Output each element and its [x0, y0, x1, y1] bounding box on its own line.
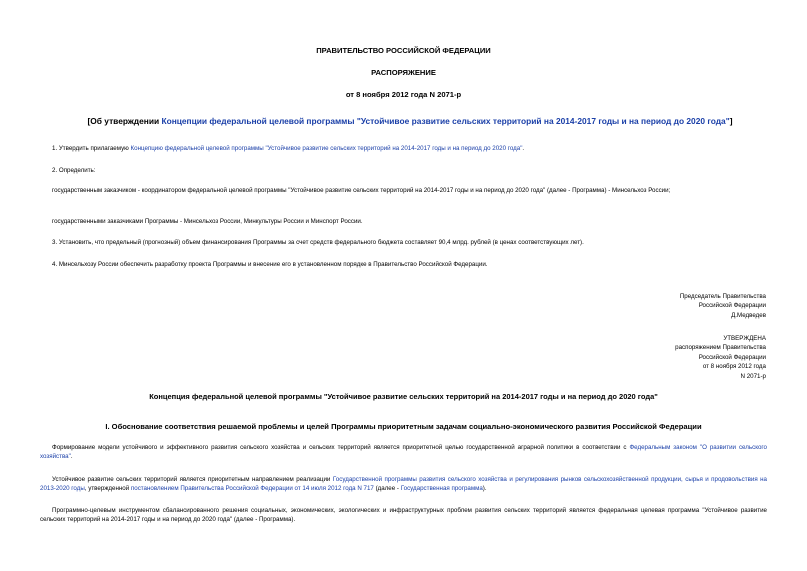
signature-name: Д.Медведев: [731, 311, 766, 319]
concept-paragraph-2: [40, 476, 767, 493]
item-3: 3. Установить, что предельный (прогнозный) объем финансирования Программы за счет средств федерального бюджета составляет 90,4 млрд. рублей (в ценах соответствующих лет).: [52, 239, 584, 246]
state-program-link[interactable]: Государственной программы развития сельского хозяйства и регулирования рынков сельскохозяйственной продукции, сырья и продовольствия на 2013-2020 годы: [40, 476, 767, 492]
federal-law-link[interactable]: Федеральным законом "О развитии сельского хозяйства": [40, 444, 767, 460]
item-2b: государственными заказчиками Программы - Минсельхоз России, Минкультуры России и Минспорт России.: [52, 218, 363, 225]
item-2: 2. Определить:: [52, 167, 96, 174]
concept-paragraph-3: Программно-целевым инструментом сбалансированного решения социальных, экономических, экологических и инфраструктурных проблем развития сельских территорий является федеральная целевая программа "Устойчивое развитие сельских территорий на 2014-2017 годы и на период до 2020 года" (далее - Программа).: [40, 507, 767, 523]
concept-paragraph-2-text-b: , утвержденной: [84, 484, 131, 492]
concept-paragraph-1: [40, 444, 767, 461]
concept-paragraph-2-text-a: Устойчивое развитие сельских территорий является приоритетным направлением реализации: [52, 476, 333, 483]
government-resolution-link[interactable]: постановлением Правительства Российской Федерации от 14 июля 2012 года N 717: [130, 484, 374, 492]
item-1: [52, 145, 524, 154]
approval-line-2: распоряжением Правительства: [675, 344, 766, 352]
title-concept-link[interactable]: Концепции федеральной целевой программы "Устойчивое развитие сельских территорий на 2014-2017 годы и на период до 2020 года": [161, 116, 730, 126]
concept-paragraph-1-text: Формирование модели устойчивого и эффективного развития сельского хозяйства и сельских территорий является приоритетной целью государственной аграрной политики в соответствии с: [52, 444, 630, 451]
item-1-end: .: [522, 145, 525, 152]
item-1-text: 1. Утвердить прилагаемую: [52, 145, 131, 152]
approval-line-3: Российской Федерации: [698, 353, 766, 361]
approval-block: [675, 334, 766, 381]
concept-title: Концепция федеральной целевой программы "Устойчивое развитие сельских территорий на 2014-2017 годы и на период до 2020 года": [149, 392, 658, 401]
item-4: 4. Минсельхозу России обеспечить разработку проекта Программы и внесение его в установленном порядке в Правительство Российской Федерации.: [52, 261, 488, 268]
document-date-number: от 8 ноября 2012 года N 2071-р: [345, 90, 462, 99]
item-2a: государственным заказчиком - координатором федеральной целевой программы "Устойчивое развитие сельских территорий на 2014-2017 годы и на период до 2020 года" (далее - Программа) - Минсельхоз России;: [52, 187, 671, 194]
document-type: РАСПОРЯЖЕНИЕ: [371, 68, 436, 77]
signature-country: Российской Федерации: [698, 302, 766, 310]
concept-paragraph-1-end: .: [70, 452, 73, 460]
title-prefix: [Об утверждении: [87, 116, 162, 126]
document-title: [40, 116, 780, 126]
concept-paragraph-2-text-c: (далее -: [373, 484, 401, 492]
item-1-concept-link[interactable]: Концепцию федеральной целевой программы "Устойчивое развитие сельских территорий на 2014-2017 годы и на период до 2020 года": [130, 145, 523, 152]
signature-position: Председатель Правительства: [679, 293, 766, 300]
section-1-title: I. Обоснование соответствия решаемой проблемы и целей Программы приоритетным задачам социально-экономического развития Российской Федерации: [105, 422, 702, 431]
signature-block: [680, 292, 766, 320]
concept-paragraph-2-text-d: ).: [482, 484, 487, 492]
approval-heading: УТВЕРЖДЕНА: [723, 335, 766, 342]
approval-line-5: N 2071-р: [740, 372, 766, 380]
approval-line-4: от 8 ноября 2012 года: [702, 363, 766, 371]
government-heading: ПРАВИТЕЛЬСТВО РОССИЙСКОЙ ФЕДЕРАЦИИ: [316, 46, 491, 55]
title-suffix: ]: [729, 116, 733, 126]
state-program-short-link[interactable]: Государственная программа: [400, 484, 483, 492]
